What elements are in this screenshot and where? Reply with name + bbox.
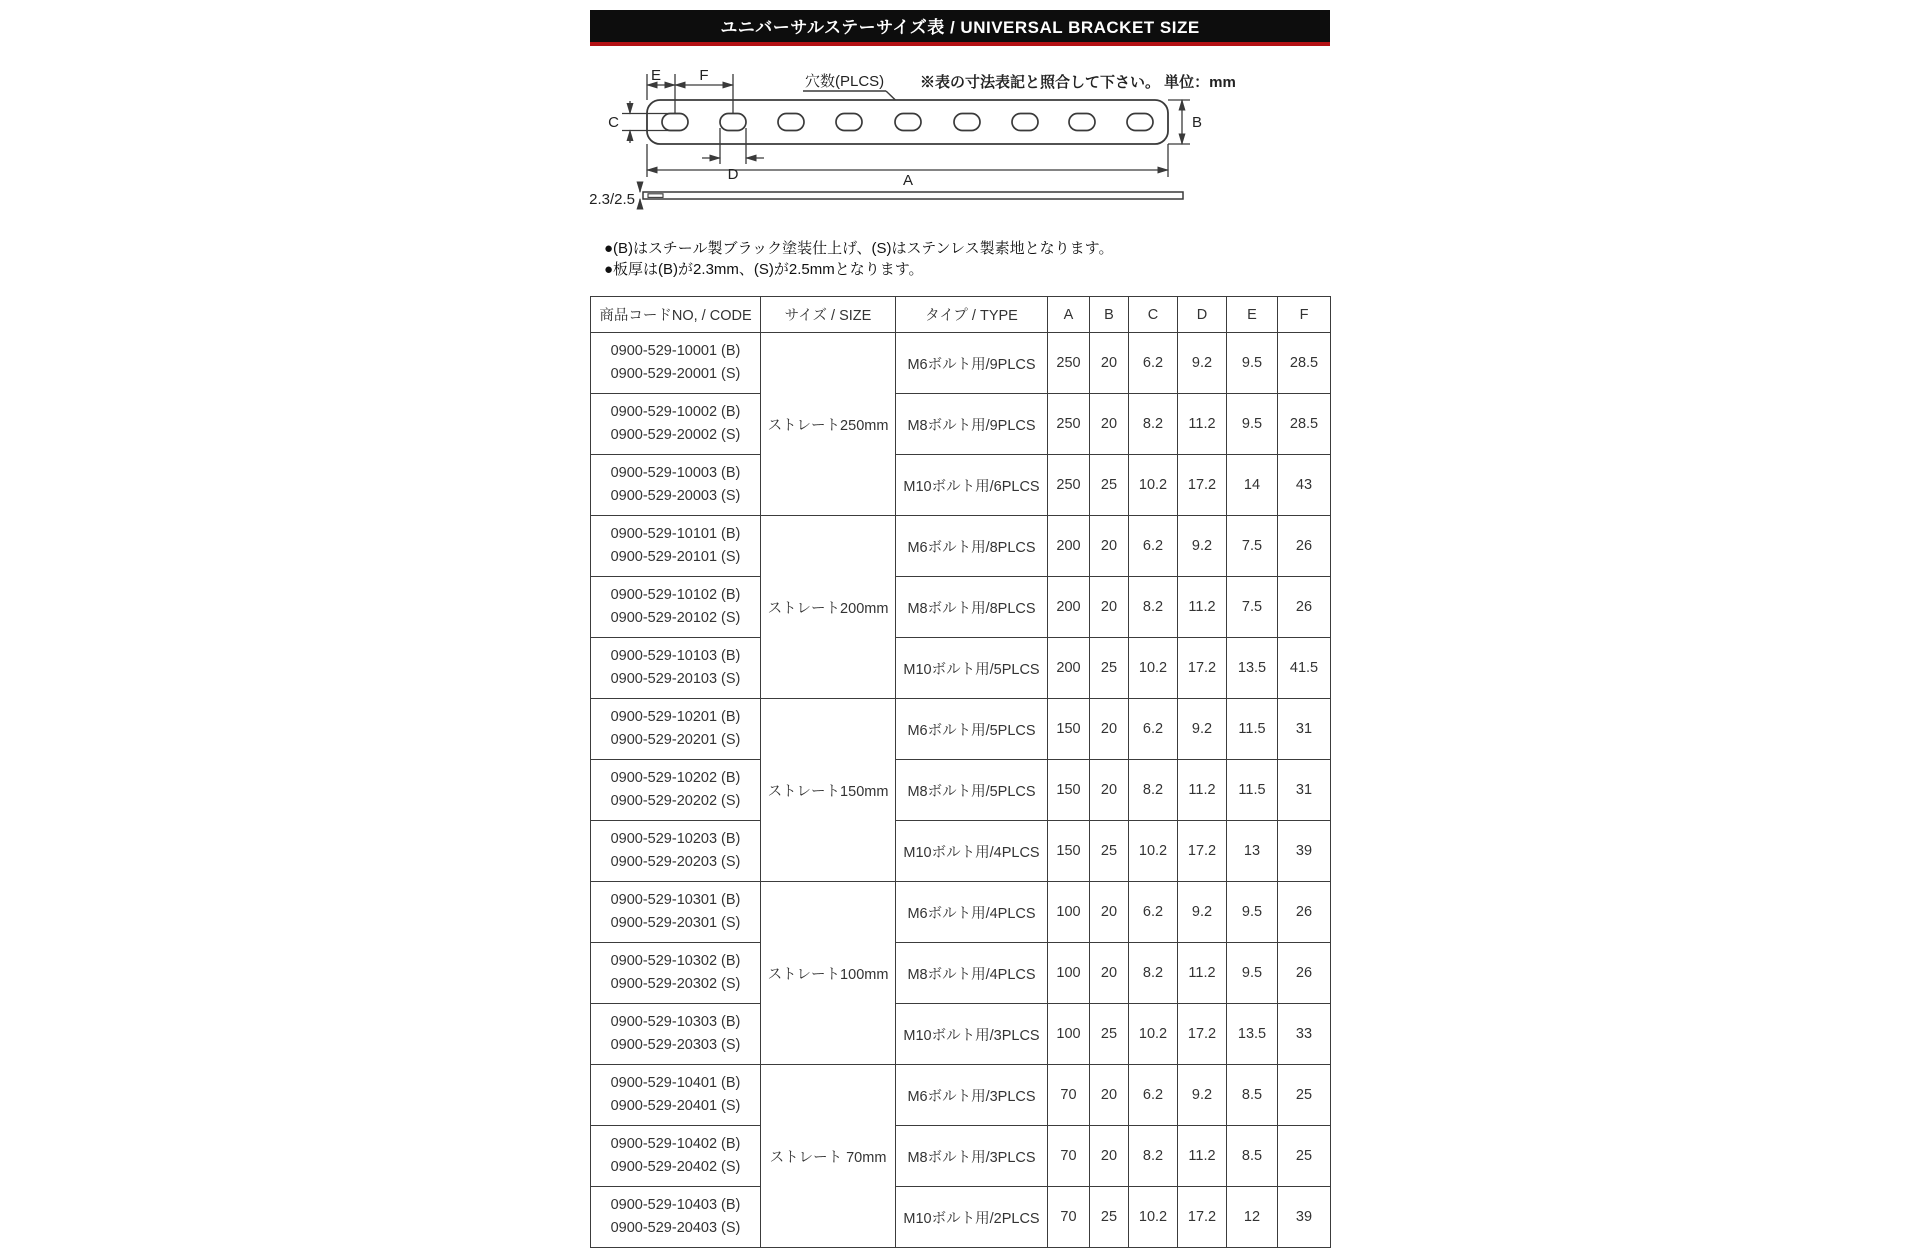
hole	[895, 114, 921, 131]
dim-d-cell: 9.2	[1178, 516, 1227, 577]
dim-e-cell: 7.5	[1227, 516, 1278, 577]
note-line: ●板厚は(B)が2.3mm、(S)が2.5mmとなります。	[604, 261, 924, 278]
code-s: 0900-529-20201 (S)	[610, 732, 741, 748]
dim-f-cell: 25	[1278, 1065, 1331, 1126]
dim-e-cell: 13.5	[1227, 638, 1278, 699]
dim-e-cell: 14	[1227, 455, 1278, 516]
dim-f-cell: 28.5	[1278, 333, 1331, 394]
dim-b-cell: 20	[1090, 943, 1129, 1004]
thickness-label: 2.3/2.5	[589, 191, 635, 208]
dim-d-cell: 17.2	[1178, 455, 1227, 516]
dim-d-cell: 17.2	[1178, 638, 1227, 699]
dim-a-cell: 70	[1048, 1187, 1090, 1248]
code-b: 0900-529-10301 (B)	[610, 892, 741, 908]
side-view-end-detail	[648, 194, 663, 198]
code-b: 0900-529-10201 (B)	[610, 709, 741, 725]
dim-label-f: F	[699, 67, 709, 84]
dim-a-cell: 250	[1048, 333, 1090, 394]
code-s: 0900-529-20103 (S)	[610, 671, 741, 687]
code-cell	[591, 1187, 761, 1248]
dim-e-cell: 12	[1227, 1187, 1278, 1248]
code-cell	[591, 943, 761, 1004]
dim-e-cell: 11.5	[1227, 699, 1278, 760]
dim-label-a: A	[902, 172, 914, 189]
dim-b-cell: 25	[1090, 821, 1129, 882]
dim-b-cell: 20	[1090, 1065, 1129, 1126]
header-size: サイズ / SIZE	[761, 297, 896, 333]
dim-d-cell: 9.2	[1178, 699, 1227, 760]
dim-f-cell: 43	[1278, 455, 1331, 516]
code-s: 0900-529-20403 (S)	[610, 1220, 741, 1236]
table-row	[591, 1065, 1331, 1126]
type-cell: M8ボルト用/8PLCS	[896, 577, 1048, 638]
dim-b-cell: 20	[1090, 516, 1129, 577]
code-b: 0900-529-10001 (B)	[610, 343, 741, 359]
code-b: 0900-529-10003 (B)	[610, 465, 741, 481]
dim-e-cell: 9.5	[1227, 943, 1278, 1004]
type-cell: M6ボルト用/5PLCS	[896, 699, 1048, 760]
type-cell: M8ボルト用/9PLCS	[896, 394, 1048, 455]
page-title: ユニバーサルステーサイズ表 / UNIVERSAL BRACKET SIZE	[590, 10, 1330, 46]
dim-a-cell: 100	[1048, 882, 1090, 943]
type-cell: M10ボルト用/6PLCS	[896, 455, 1048, 516]
code-cell	[591, 455, 761, 516]
type-cell: M10ボルト用/2PLCS	[896, 1187, 1048, 1248]
dim-a-cell: 70	[1048, 1065, 1090, 1126]
hole	[954, 114, 980, 131]
type-cell: M6ボルト用/8PLCS	[896, 516, 1048, 577]
bracket-diagram	[590, 58, 1330, 228]
dim-a-cell: 150	[1048, 760, 1090, 821]
dim-d-cell: 11.2	[1178, 394, 1227, 455]
code-cell	[591, 394, 761, 455]
code-s: 0900-529-20102 (S)	[610, 610, 741, 626]
dim-c-cell: 10.2	[1129, 455, 1178, 516]
code-s: 0900-529-20401 (S)	[610, 1098, 741, 1114]
type-cell: M8ボルト用/4PLCS	[896, 943, 1048, 1004]
dim-a-cell: 200	[1048, 638, 1090, 699]
header-c: C	[1129, 297, 1178, 333]
spec-table	[590, 296, 1331, 1248]
code-cell	[591, 882, 761, 943]
code-cell	[591, 516, 761, 577]
dim-d-cell: 11.2	[1178, 943, 1227, 1004]
dim-f-cell: 25	[1278, 1126, 1331, 1187]
hole	[662, 114, 688, 131]
note-line: ●(B)はスチール製ブラック塗装仕上げ、(S)はステンレス製素地となります。	[604, 240, 1114, 257]
table-row	[591, 760, 1331, 821]
code-s: 0900-529-20302 (S)	[610, 976, 741, 992]
code-cell	[591, 638, 761, 699]
dim-b-cell: 20	[1090, 333, 1129, 394]
header-a: A	[1048, 297, 1090, 333]
size-cell: ストレート150mm	[761, 699, 896, 882]
code-cell	[591, 821, 761, 882]
hole	[778, 114, 804, 131]
table-row	[591, 394, 1331, 455]
code-b: 0900-529-10102 (B)	[610, 587, 741, 603]
dim-a-cell: 100	[1048, 1004, 1090, 1065]
type-cell: M8ボルト用/5PLCS	[896, 760, 1048, 821]
code-cell	[591, 699, 761, 760]
dim-f-cell: 26	[1278, 577, 1331, 638]
dim-f-cell: 41.5	[1278, 638, 1331, 699]
bracket-diagram-svg	[590, 58, 1330, 223]
dim-a-cell: 200	[1048, 516, 1090, 577]
hole	[1012, 114, 1038, 131]
code-s: 0900-529-20002 (S)	[610, 427, 741, 443]
dim-f-cell: 39	[1278, 821, 1331, 882]
dim-d-cell: 9.2	[1178, 882, 1227, 943]
code-b: 0900-529-10103 (B)	[610, 648, 741, 664]
table-row	[591, 821, 1331, 882]
dim-f-cell: 33	[1278, 1004, 1331, 1065]
dim-b-cell: 25	[1090, 455, 1129, 516]
dim-label-d: D	[727, 166, 739, 183]
dim-b-cell: 20	[1090, 699, 1129, 760]
dim-a-cell: 250	[1048, 394, 1090, 455]
table-header-row	[591, 297, 1331, 333]
dim-c-cell: 10.2	[1129, 1187, 1178, 1248]
code-cell	[591, 333, 761, 394]
bracket-holes	[662, 114, 1153, 131]
dim-f-cell: 26	[1278, 516, 1331, 577]
code-b: 0900-529-10002 (B)	[610, 404, 741, 420]
dim-c-cell: 8.2	[1129, 1126, 1178, 1187]
dim-b-cell: 25	[1090, 638, 1129, 699]
size-cell: ストレート200mm	[761, 516, 896, 699]
dim-c-cell: 8.2	[1129, 577, 1178, 638]
code-cell	[591, 1004, 761, 1065]
dim-a-cell: 150	[1048, 821, 1090, 882]
type-cell: M8ボルト用/3PLCS	[896, 1126, 1048, 1187]
type-cell: M10ボルト用/3PLCS	[896, 1004, 1048, 1065]
hole	[1069, 114, 1095, 131]
dim-c-cell: 6.2	[1129, 882, 1178, 943]
dim-b-cell: 25	[1090, 1187, 1129, 1248]
dim-f-cell: 31	[1278, 699, 1331, 760]
code-b: 0900-529-10302 (B)	[610, 953, 741, 969]
page	[590, 0, 1330, 1248]
dim-b-cell: 25	[1090, 1004, 1129, 1065]
type-cell: M10ボルト用/4PLCS	[896, 821, 1048, 882]
code-b: 0900-529-10401 (B)	[610, 1075, 741, 1091]
header-f: F	[1278, 297, 1331, 333]
dim-a-cell: 100	[1048, 943, 1090, 1004]
dim-f-cell: 39	[1278, 1187, 1331, 1248]
code-s: 0900-529-20003 (S)	[610, 488, 741, 504]
hole	[720, 114, 746, 131]
code-s: 0900-529-20202 (S)	[610, 793, 741, 809]
dim-b-cell: 20	[1090, 882, 1129, 943]
dim-a-cell: 200	[1048, 577, 1090, 638]
dim-f-cell: 26	[1278, 882, 1331, 943]
table-row	[591, 1004, 1331, 1065]
dim-d-cell: 9.2	[1178, 1065, 1227, 1126]
dim-c-cell: 10.2	[1129, 638, 1178, 699]
type-cell: M6ボルト用/3PLCS	[896, 1065, 1048, 1126]
dim-a-cell: 250	[1048, 455, 1090, 516]
type-cell: M6ボルト用/4PLCS	[896, 882, 1048, 943]
dim-d-cell: 11.2	[1178, 1126, 1227, 1187]
dim-f-cell: 26	[1278, 943, 1331, 1004]
hole	[836, 114, 862, 131]
dim-c-cell: 6.2	[1129, 699, 1178, 760]
dim-label-e: E	[650, 67, 662, 84]
dimension-usage-note: ※表の寸法表記と照合して下さい。 単位：mm	[920, 74, 1236, 91]
dim-d-cell: 11.2	[1178, 760, 1227, 821]
dim-e-cell: 13.5	[1227, 1004, 1278, 1065]
dim-label-c: C	[608, 114, 619, 131]
code-s: 0900-529-20101 (S)	[610, 549, 741, 565]
dim-f-cell: 28.5	[1278, 394, 1331, 455]
code-b: 0900-529-10202 (B)	[610, 770, 741, 786]
table-row	[591, 333, 1331, 394]
hole	[1127, 114, 1153, 131]
dim-d-cell: 17.2	[1178, 1004, 1227, 1065]
table-row	[591, 1187, 1331, 1248]
bracket-side-view	[643, 192, 1183, 199]
dim-a-cell: 70	[1048, 1126, 1090, 1187]
dim-e-cell: 11.5	[1227, 760, 1278, 821]
code-s: 0900-529-20303 (S)	[610, 1037, 741, 1053]
dim-b-cell: 20	[1090, 1126, 1129, 1187]
dim-b-cell: 20	[1090, 760, 1129, 821]
dim-f-cell: 31	[1278, 760, 1331, 821]
code-s: 0900-529-20203 (S)	[610, 854, 741, 870]
table-row	[591, 1126, 1331, 1187]
type-cell: M6ボルト用/9PLCS	[896, 333, 1048, 394]
dim-e-cell: 9.5	[1227, 882, 1278, 943]
code-b: 0900-529-10303 (B)	[610, 1014, 741, 1030]
table-row	[591, 943, 1331, 1004]
dim-c-cell: 6.2	[1129, 333, 1178, 394]
dim-b-cell: 20	[1090, 577, 1129, 638]
table-row	[591, 638, 1331, 699]
holes-count-label: 穴数(PLCS)	[805, 73, 885, 90]
dim-c-cell: 6.2	[1129, 1065, 1178, 1126]
dim-c-cell: 10.2	[1129, 1004, 1178, 1065]
dim-c-cell: 8.2	[1129, 943, 1178, 1004]
table-row	[591, 516, 1331, 577]
code-cell	[591, 760, 761, 821]
dim-c-cell: 6.2	[1129, 516, 1178, 577]
dim-e-cell: 8.5	[1227, 1126, 1278, 1187]
dim-d-cell: 17.2	[1178, 1187, 1227, 1248]
dim-e-cell: 8.5	[1227, 1065, 1278, 1126]
dim-d-cell: 17.2	[1178, 821, 1227, 882]
dim-e-cell: 13	[1227, 821, 1278, 882]
header-d: D	[1178, 297, 1227, 333]
dim-e-cell: 7.5	[1227, 577, 1278, 638]
header-code: 商品コードNO, / CODE	[591, 297, 761, 333]
material-notes	[604, 238, 1330, 280]
dim-a-cell: 150	[1048, 699, 1090, 760]
dim-c-cell: 10.2	[1129, 821, 1178, 882]
code-s: 0900-529-20402 (S)	[610, 1159, 741, 1175]
size-cell: ストレート100mm	[761, 882, 896, 1065]
table-row	[591, 577, 1331, 638]
table-row	[591, 455, 1331, 516]
code-s: 0900-529-20001 (S)	[610, 366, 741, 382]
code-b: 0900-529-10101 (B)	[610, 526, 741, 542]
code-b: 0900-529-10402 (B)	[610, 1136, 741, 1152]
dim-label-b: B	[1192, 114, 1203, 131]
header-type: タイプ / TYPE	[896, 297, 1048, 333]
header-e: E	[1227, 297, 1278, 333]
dim-c-cell: 8.2	[1129, 760, 1178, 821]
type-cell: M10ボルト用/5PLCS	[896, 638, 1048, 699]
dim-c-cell: 8.2	[1129, 394, 1178, 455]
code-s: 0900-529-20301 (S)	[610, 915, 741, 931]
code-cell	[591, 577, 761, 638]
table-row	[591, 882, 1331, 943]
code-cell	[591, 1126, 761, 1187]
dim-e-cell: 9.5	[1227, 333, 1278, 394]
table-row	[591, 699, 1331, 760]
size-cell: ストレート 70mm	[761, 1065, 896, 1248]
dim-b-cell: 20	[1090, 394, 1129, 455]
dim-d-cell: 11.2	[1178, 577, 1227, 638]
dim-d-cell: 9.2	[1178, 333, 1227, 394]
code-b: 0900-529-10203 (B)	[610, 831, 741, 847]
code-cell	[591, 1065, 761, 1126]
dim-e-cell: 9.5	[1227, 394, 1278, 455]
code-b: 0900-529-10403 (B)	[610, 1197, 741, 1213]
header-b: B	[1090, 297, 1129, 333]
size-cell: ストレート250mm	[761, 333, 896, 516]
